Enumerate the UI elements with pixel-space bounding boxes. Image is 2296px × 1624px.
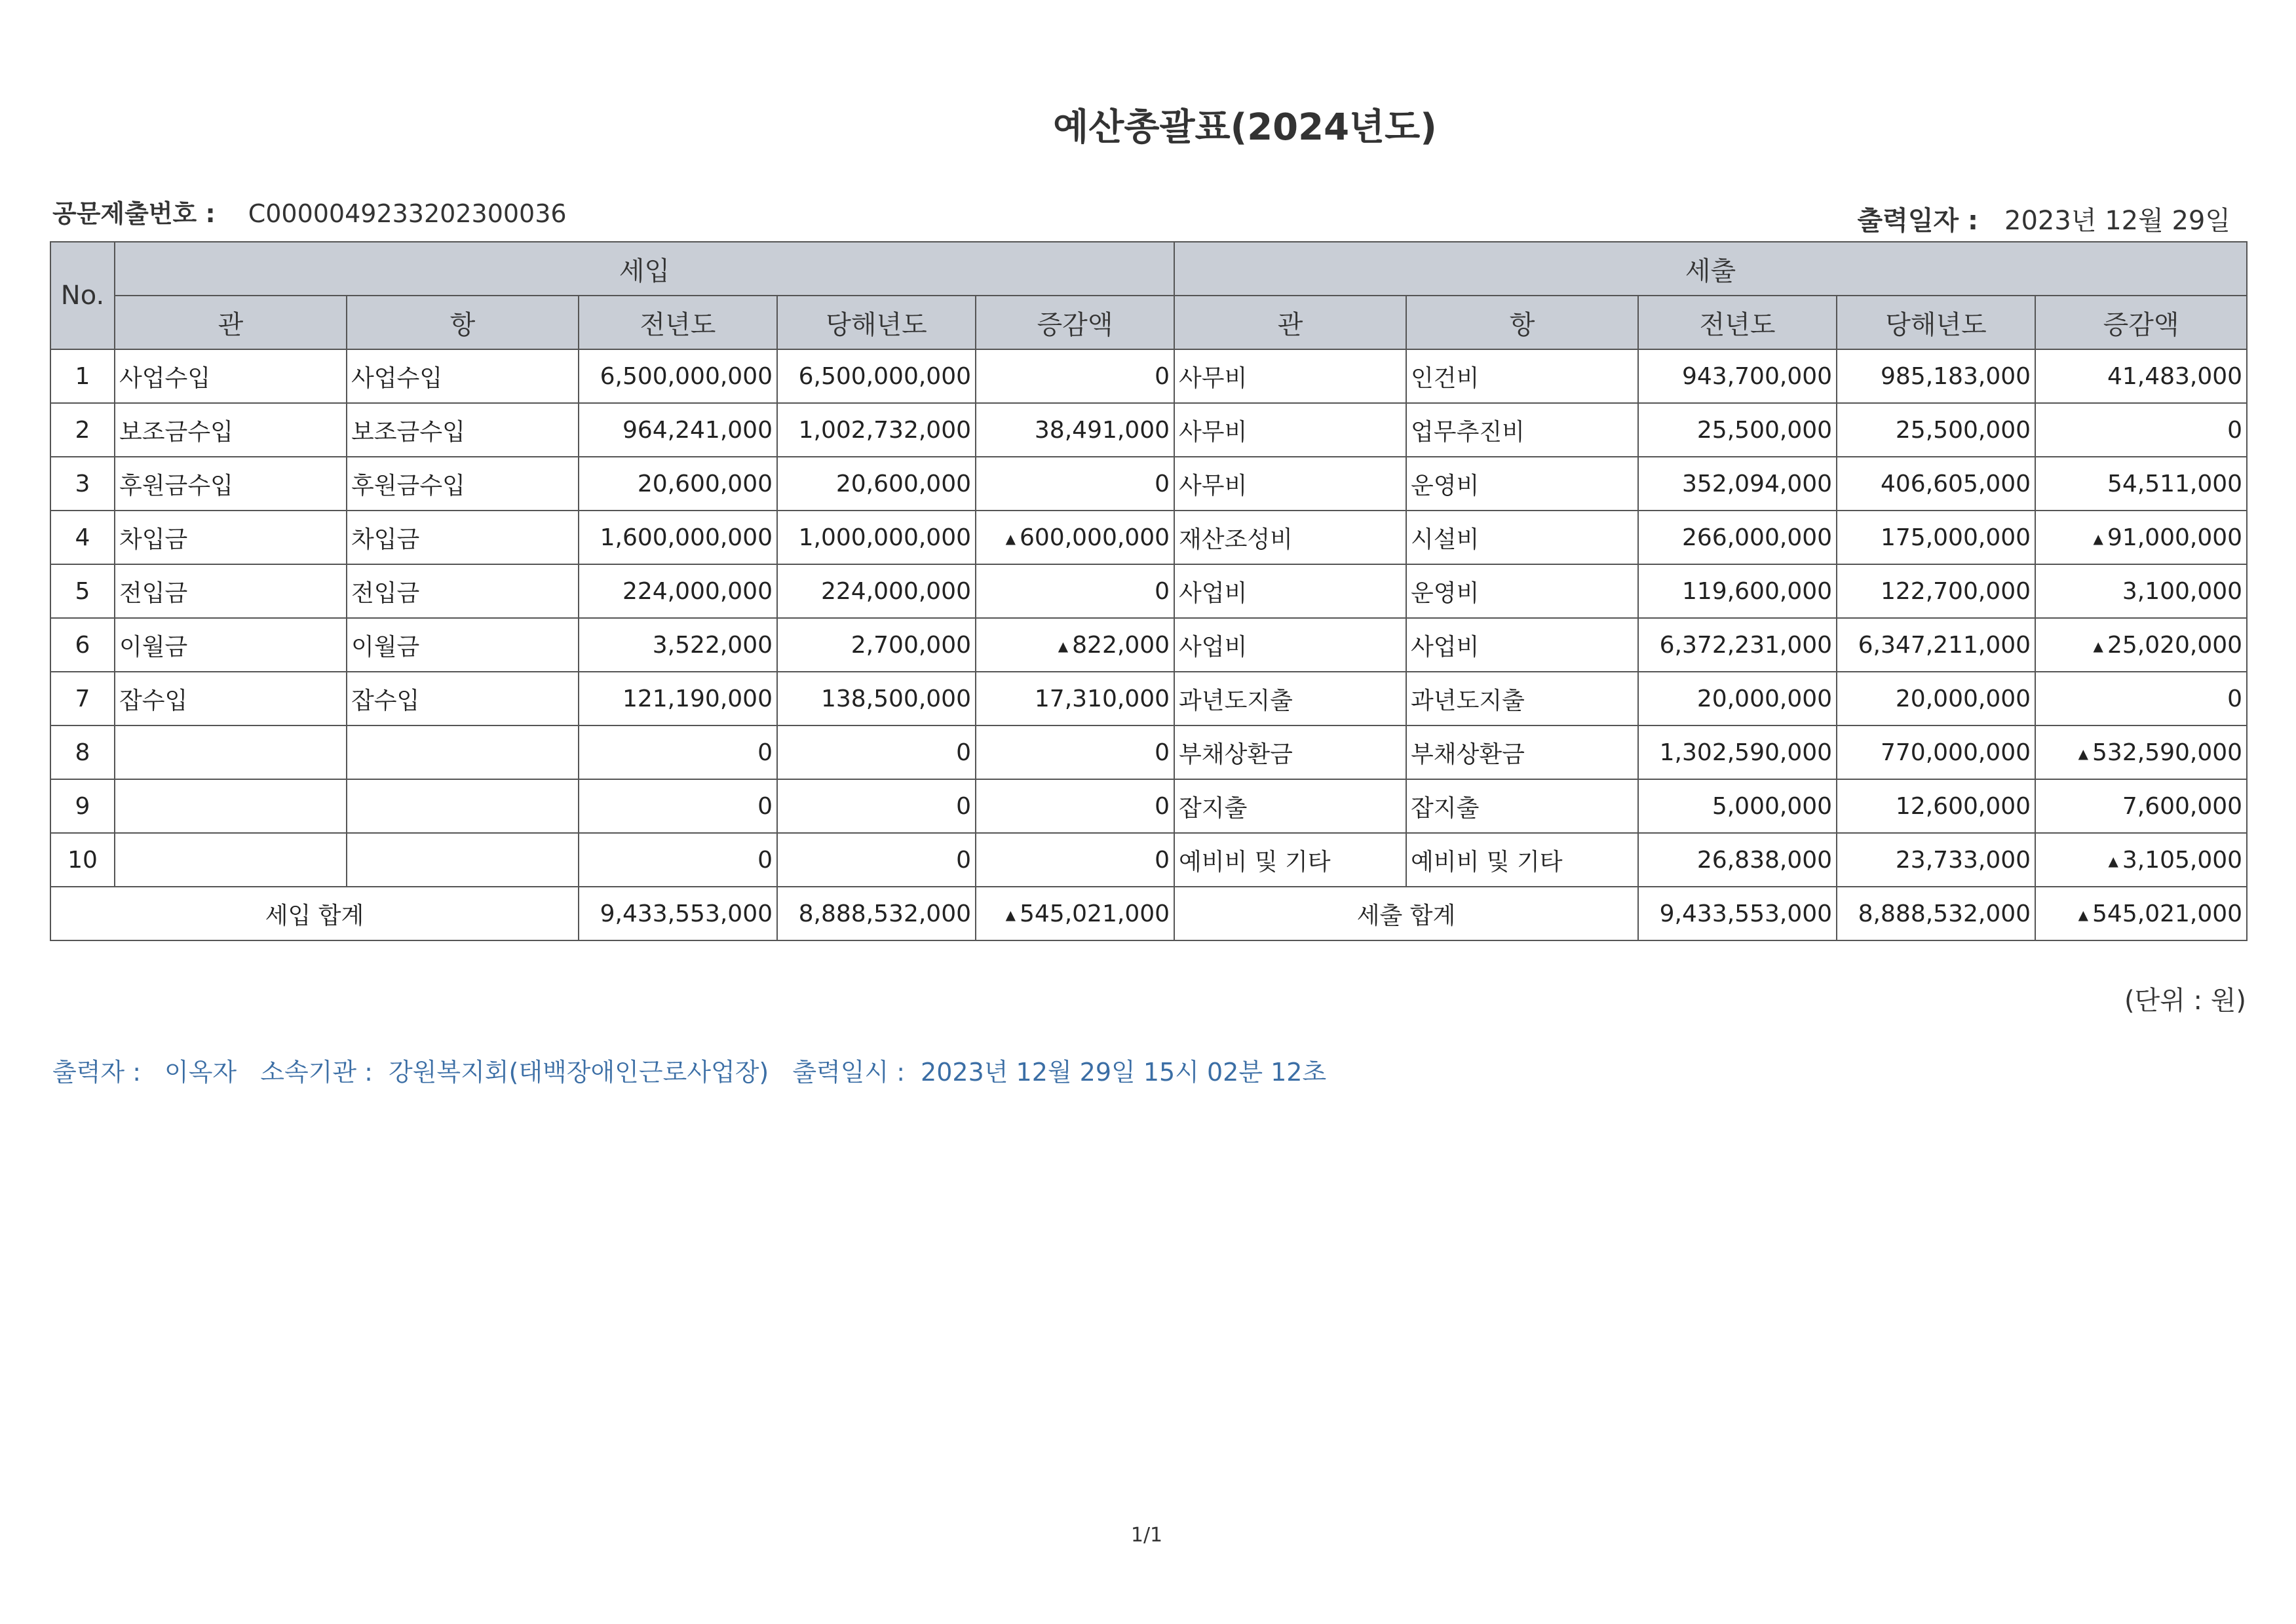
row-no: 3	[50, 457, 115, 511]
expense-hang: 과년도지출	[1406, 672, 1638, 725]
org-label: 소속기관 :	[260, 1058, 373, 1087]
doc-number-label: 공문제출번호 :	[52, 199, 216, 228]
expense-kwan: 과년도지출	[1174, 672, 1406, 725]
expense-diff: 7,600,000	[2035, 779, 2247, 833]
expense-diff-value: 25,020,000	[2107, 631, 2243, 659]
income-curr: 20,600,000	[777, 457, 976, 511]
row-no: 6	[50, 618, 115, 672]
row-no: 9	[50, 779, 115, 833]
income-total-diff-value: 545,021,000	[1020, 900, 1170, 927]
expense-curr: 406,605,000	[1837, 457, 2035, 511]
expense-hang: 업무추진비	[1406, 403, 1638, 457]
income-hang: 차입금	[347, 511, 579, 564]
income-kwan: 전입금	[115, 564, 347, 618]
expense-diff-value: 91,000,000	[2107, 524, 2243, 551]
print-date-month: 12월	[2105, 206, 2164, 236]
row-no: 5	[50, 564, 115, 618]
income-kwan	[115, 725, 347, 779]
income-diff-value: 822,000	[1072, 631, 1170, 659]
income-prev: 121,190,000	[579, 672, 777, 725]
header-expense-diff: 증감액	[2035, 296, 2247, 349]
table-row	[50, 457, 2247, 511]
expense-hang: 사업비	[1406, 618, 1638, 672]
expense-total-label: 세출 합계	[1174, 887, 1638, 940]
page-title: 예산총괄표(2024년도)	[1053, 106, 1437, 149]
expense-kwan: 사업비	[1174, 618, 1406, 672]
income-kwan: 차입금	[115, 511, 347, 564]
expense-prev: 352,094,000	[1638, 457, 1837, 511]
income-hang	[347, 833, 579, 887]
expense-prev: 20,000,000	[1638, 672, 1837, 725]
income-curr: 1,002,732,000	[777, 403, 976, 457]
income-hang	[347, 779, 579, 833]
income-curr: 138,500,000	[777, 672, 976, 725]
decrease-triangle-icon: ▲	[1005, 906, 1016, 923]
expense-total-diff-value: 545,021,000	[2092, 900, 2243, 927]
decrease-triangle-icon: ▲	[2093, 530, 2103, 547]
printer-label: 출력자 :	[52, 1058, 142, 1087]
income-kwan: 사업수입	[115, 349, 347, 403]
print-footer	[52, 1052, 1342, 1088]
expense-curr: 20,000,000	[1837, 672, 2035, 725]
header-income-hang: 항	[347, 296, 579, 349]
expense-curr: 122,700,000	[1837, 564, 2035, 618]
expense-prev: 5,000,000	[1638, 779, 1837, 833]
expense-kwan: 사무비	[1174, 403, 1406, 457]
expense-kwan: 예비비 및 기타	[1174, 833, 1406, 887]
doc-number	[52, 193, 567, 229]
income-total-prev: 9,433,553,000	[579, 887, 777, 940]
doc-number-value: C0000049233202300036	[248, 199, 567, 228]
income-prev: 224,000,000	[579, 564, 777, 618]
totals-row	[50, 887, 2247, 940]
print-date-day: 29일	[2172, 206, 2230, 236]
income-curr: 0	[777, 779, 976, 833]
expense-diff: 0	[2035, 672, 2247, 725]
expense-total-prev: 9,433,553,000	[1638, 887, 1837, 940]
expense-prev: 26,838,000	[1638, 833, 1837, 887]
expense-diff: 0	[2035, 403, 2247, 457]
print-date-year: 2023년	[2004, 206, 2097, 236]
income-kwan: 잡수입	[115, 672, 347, 725]
income-diff: 17,310,000	[976, 672, 1174, 725]
income-diff: 0	[976, 564, 1174, 618]
row-no: 4	[50, 511, 115, 564]
expense-diff: 3,100,000	[2035, 564, 2247, 618]
printer-name: 이옥자	[164, 1058, 237, 1087]
table-row	[50, 779, 2247, 833]
expense-curr: 12,600,000	[1837, 779, 2035, 833]
income-prev: 3,522,000	[579, 618, 777, 672]
header-income-prev: 전년도	[579, 296, 777, 349]
income-total-curr: 8,888,532,000	[777, 887, 976, 940]
table-row	[50, 833, 2247, 887]
income-prev: 1,600,000,000	[579, 511, 777, 564]
expense-hang: 부채상환금	[1406, 725, 1638, 779]
income-prev: 0	[579, 779, 777, 833]
page-number: 1/1	[1130, 1524, 1163, 1547]
expense-hang: 예비비 및 기타	[1406, 833, 1638, 887]
expense-hang: 시설비	[1406, 511, 1638, 564]
header-expense-prev: 전년도	[1638, 296, 1837, 349]
decrease-triangle-icon: ▲	[2093, 638, 2103, 654]
decrease-triangle-icon: ▲	[1058, 638, 1069, 654]
expense-diff: 54,511,000	[2035, 457, 2247, 511]
budget-table	[50, 241, 2248, 941]
income-total-diff	[976, 887, 1174, 940]
income-prev: 0	[579, 833, 777, 887]
income-prev: 20,600,000	[579, 457, 777, 511]
income-diff: 0	[976, 779, 1174, 833]
income-diff: 0	[976, 833, 1174, 887]
expense-diff-value: 532,590,000	[2092, 739, 2243, 766]
decrease-triangle-icon: ▲	[2108, 853, 2118, 869]
income-hang: 보조금수입	[347, 403, 579, 457]
income-diff: 0	[976, 725, 1174, 779]
income-diff: 0	[976, 349, 1174, 403]
income-hang	[347, 725, 579, 779]
income-kwan	[115, 779, 347, 833]
header-expense-curr: 당해년도	[1837, 296, 2035, 349]
income-hang: 잡수입	[347, 672, 579, 725]
expense-diff	[2035, 725, 2247, 779]
table-row	[50, 349, 2247, 403]
table-row	[50, 618, 2247, 672]
income-hang: 사업수입	[347, 349, 579, 403]
expense-prev: 119,600,000	[1638, 564, 1837, 618]
income-kwan	[115, 833, 347, 887]
print-date	[1858, 200, 2230, 237]
income-curr: 6,500,000,000	[777, 349, 976, 403]
expense-diff	[2035, 618, 2247, 672]
income-total-label: 세입 합계	[50, 887, 579, 940]
expense-diff: 41,483,000	[2035, 349, 2247, 403]
income-diff	[976, 618, 1174, 672]
header-income-kwan: 관	[115, 296, 347, 349]
expense-kwan: 사무비	[1174, 457, 1406, 511]
expense-prev: 266,000,000	[1638, 511, 1837, 564]
income-kwan: 후원금수입	[115, 457, 347, 511]
expense-hang: 인건비	[1406, 349, 1638, 403]
expense-curr: 6,347,211,000	[1837, 618, 2035, 672]
expense-kwan: 사무비	[1174, 349, 1406, 403]
print-time: 2023년 12월 29일 15시 02분 12초	[921, 1058, 1327, 1087]
row-no: 7	[50, 672, 115, 725]
expense-curr: 770,000,000	[1837, 725, 2035, 779]
row-no: 1	[50, 349, 115, 403]
expense-prev: 25,500,000	[1638, 403, 1837, 457]
expense-total-diff	[2035, 887, 2247, 940]
expense-kwan: 재산조성비	[1174, 511, 1406, 564]
expense-prev: 943,700,000	[1638, 349, 1837, 403]
income-kwan: 이월금	[115, 618, 347, 672]
org-name: 강원복지회(태백장애인근로사업장)	[388, 1058, 769, 1087]
income-curr: 1,000,000,000	[777, 511, 976, 564]
expense-curr: 25,500,000	[1837, 403, 2035, 457]
expense-hang: 잡지출	[1406, 779, 1638, 833]
expense-kwan: 잡지출	[1174, 779, 1406, 833]
header-expense-kwan: 관	[1174, 296, 1406, 349]
expense-kwan: 부채상환금	[1174, 725, 1406, 779]
expense-prev: 6,372,231,000	[1638, 618, 1837, 672]
income-kwan: 보조금수입	[115, 403, 347, 457]
income-prev: 6,500,000,000	[579, 349, 777, 403]
income-prev: 964,241,000	[579, 403, 777, 457]
header-income-curr: 당해년도	[777, 296, 976, 349]
income-curr: 2,700,000	[777, 618, 976, 672]
income-diff	[976, 511, 1174, 564]
row-no: 8	[50, 725, 115, 779]
expense-hang: 운영비	[1406, 457, 1638, 511]
decrease-triangle-icon: ▲	[2078, 906, 2089, 923]
row-no: 2	[50, 403, 115, 457]
income-diff-value: 600,000,000	[1020, 524, 1170, 551]
income-hang: 후원금수입	[347, 457, 579, 511]
header-expense: 세출	[1174, 242, 2247, 296]
decrease-triangle-icon: ▲	[2078, 745, 2089, 762]
income-hang: 전입금	[347, 564, 579, 618]
header-expense-hang: 항	[1406, 296, 1638, 349]
income-curr: 0	[777, 725, 976, 779]
expense-curr: 23,733,000	[1837, 833, 2035, 887]
decrease-triangle-icon: ▲	[1005, 530, 1016, 547]
expense-curr: 175,000,000	[1837, 511, 2035, 564]
expense-hang: 운영비	[1406, 564, 1638, 618]
print-date-label: 출력일자 :	[1857, 206, 1979, 236]
expense-total-curr: 8,888,532,000	[1837, 887, 2035, 940]
income-diff: 38,491,000	[976, 403, 1174, 457]
unit-note: (단위 : 원)	[2124, 986, 2246, 1016]
income-diff: 0	[976, 457, 1174, 511]
income-prev: 0	[579, 725, 777, 779]
table-row	[50, 564, 2247, 618]
expense-prev: 1,302,590,000	[1638, 725, 1837, 779]
expense-diff-value: 3,105,000	[2122, 846, 2243, 874]
expense-kwan: 사업비	[1174, 564, 1406, 618]
table-row	[50, 672, 2247, 725]
expense-curr: 985,183,000	[1837, 349, 2035, 403]
table-row	[50, 403, 2247, 457]
expense-diff	[2035, 833, 2247, 887]
table-row	[50, 511, 2247, 564]
income-curr: 224,000,000	[777, 564, 976, 618]
print-time-label: 출력일시 :	[792, 1058, 906, 1087]
expense-diff	[2035, 511, 2247, 564]
income-curr: 0	[777, 833, 976, 887]
header-no: No.	[50, 242, 115, 349]
income-hang: 이월금	[347, 618, 579, 672]
header-income: 세입	[115, 242, 1174, 296]
row-no: 10	[50, 833, 115, 887]
table-row	[50, 725, 2247, 779]
header-income-diff: 증감액	[976, 296, 1174, 349]
